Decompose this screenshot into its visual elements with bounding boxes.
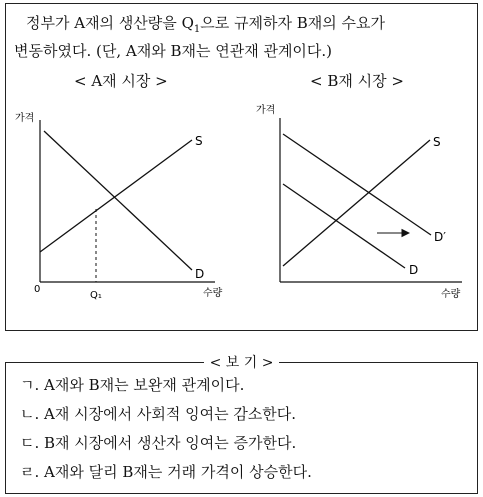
panel-a-demand-curve [44,131,192,270]
panel-a-demand-label: D [195,267,205,281]
bogi-item-3: ㄷ. B재 시장에서 생산자 잉여는 증가한다. [20,434,297,452]
panel-a-supply-label: S [195,134,203,148]
bogi-item-4: ㄹ. A재와 달리 B재는 거래 가격이 상승한다. [20,463,312,481]
panel-a-q1-label: Q₁ [90,290,102,301]
panel-b-x-label: 수량 [441,289,461,300]
question-q-subscript: 1 [193,24,201,35]
panel-b-demand-curve [283,184,405,268]
panel-b-graph [256,103,462,300]
panel-b-supply-curve [283,140,430,266]
panel-a-y-label: 가격 [15,113,35,124]
panel-a-graph [15,111,223,301]
panel-a-x-label: 수량 [203,288,223,299]
bogi-item-2: ㄴ. A재 시장에서 사회적 잉여는 감소한다. [20,405,297,423]
bogi-title [0,352,483,372]
question-line-2: 변동하였다. (단, A재와 B재는 연관재 관계이다.) [14,42,333,60]
panel-b-y-label: 가격 [256,105,276,116]
panel-a-title: < A재 시장 > [74,72,168,90]
panel-a-supply-curve [40,140,192,252]
question-text-post: 으로 규제하자 B재의 수요가 [200,14,385,32]
panel-b-new-demand-curve [283,134,431,235]
question-text-pre: 정부가 A재의 생산량을 [26,14,182,32]
panel-a-origin: 0 [34,284,41,295]
panel-b-supply-label: S [433,135,441,149]
panel-b-title: < B재 시장 > [310,72,404,90]
panel-b-demand-label: D [409,263,419,277]
question-q-symbol: Q [181,14,194,32]
bogi-title-text: < 보 기 > [204,355,280,371]
bogi-item-1: ㄱ. A재와 B재는 보완재 관계이다. [20,376,245,394]
panel-b-new-demand-label: D′ [434,230,446,244]
